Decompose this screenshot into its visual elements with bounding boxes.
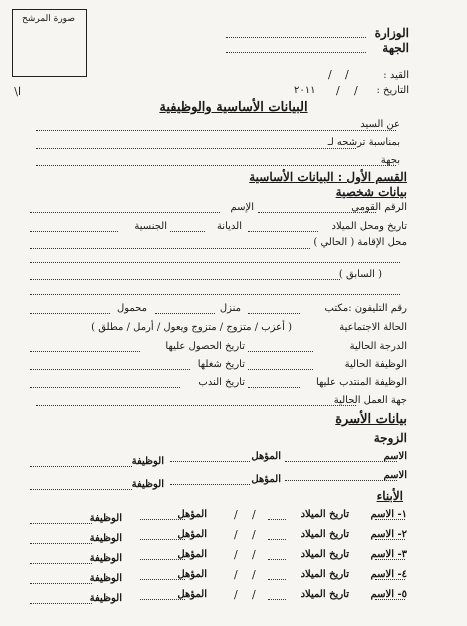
child-job-field[interactable] — [30, 583, 92, 584]
child-job-label: الوظيفة — [89, 573, 122, 584]
child-date-slash-2: / — [234, 528, 238, 541]
wife2-job-field[interactable] — [30, 489, 132, 490]
to-mr-label: عن السيد — [360, 119, 400, 130]
occasion-label: بمناسبة ترشحه لـ — [327, 137, 400, 148]
grade-label: الدرجة الحالية — [349, 341, 407, 352]
delegated-job-field[interactable] — [248, 387, 300, 388]
job-date-label: تاريخ شغلها — [197, 359, 245, 370]
wife-job-label: الوظيفة — [131, 456, 164, 467]
child-num-label: ٤- الاسم — [370, 569, 407, 580]
child-num-label: ٢- الاسم — [370, 529, 407, 540]
child-date-slash-1: / — [252, 528, 256, 541]
child-date-slash-2: / — [234, 548, 238, 561]
national-id-field[interactable] — [258, 212, 376, 213]
delegation-date-label: تاريخ الندب — [198, 377, 245, 388]
child-job-field[interactable] — [30, 523, 92, 524]
wife-name-field[interactable] — [285, 461, 397, 462]
grade-field[interactable] — [248, 351, 313, 352]
child-date-slash-2: / — [234, 508, 238, 521]
residence-field[interactable] — [30, 248, 310, 249]
delegation-date-field[interactable] — [30, 387, 180, 388]
child-birth-field[interactable] — [268, 599, 286, 600]
child-birth-field[interactable] — [268, 559, 286, 560]
mobile-label: محمول — [116, 303, 147, 314]
child-qualification-label: المؤهل — [177, 569, 207, 580]
grade-date-field[interactable] — [30, 351, 140, 352]
national-id-label: الرقم القومي — [351, 202, 407, 213]
child-birth-field[interactable] — [268, 519, 286, 520]
child-qualification-field[interactable] — [140, 599, 185, 600]
religion-label: الديانة — [216, 221, 242, 232]
phone-home-field[interactable] — [155, 313, 215, 314]
delegated-job-label: الوظيفة المنتدب عليها — [315, 377, 407, 388]
child-qualification-field[interactable] — [140, 519, 185, 520]
child-name-field[interactable] — [375, 559, 405, 560]
mobile-field[interactable] — [30, 313, 110, 314]
entity-addr-field[interactable] — [36, 165, 396, 166]
wife-name-label: الاسم — [383, 451, 407, 462]
nationality-label: الجنسية — [134, 221, 167, 232]
child-job-field[interactable] — [30, 603, 92, 604]
child-job-label: الوظيفة — [89, 593, 122, 604]
child-date-slash-1: / — [252, 588, 256, 601]
child-num-label: ٣- الاسم — [370, 549, 407, 560]
child-birth-label: تاريخ الميلاد — [300, 509, 349, 520]
name-field[interactable] — [30, 212, 220, 213]
child-job-field[interactable] — [30, 543, 92, 544]
wife2-qualification-label: المؤهل — [251, 474, 281, 485]
child-date-slash-2: / — [234, 568, 238, 581]
year-value: ٢٠١١ — [294, 85, 316, 96]
wife2-qualification-field[interactable] — [170, 484, 250, 485]
date-label: التاريخ : — [376, 85, 409, 96]
child-num-label: ١- الاسم — [370, 509, 407, 520]
child-birth-label: تاريخ الميلاد — [300, 589, 349, 600]
phone-office-field[interactable] — [248, 313, 300, 314]
workplace-field[interactable] — [36, 405, 356, 406]
wife2-job-label: الوظيفة — [131, 479, 164, 490]
child-qualification-field[interactable] — [140, 559, 185, 560]
child-name-field[interactable] — [375, 599, 405, 600]
child-birth-field[interactable] — [268, 539, 286, 540]
record-slash-2: / — [328, 68, 332, 81]
wife-qualification-label: المؤهل — [251, 451, 281, 462]
phone-office-label: رقم التليفون :مكتب — [324, 303, 407, 314]
entity-label: الجهة — [382, 41, 409, 55]
page-title: البيانات الأساسية والوظيفية — [159, 100, 308, 115]
child-job-field[interactable] — [30, 563, 92, 564]
child-name-field[interactable] — [375, 519, 405, 520]
child-name-field[interactable] — [375, 579, 405, 580]
child-qualification-label: المؤهل — [177, 589, 207, 600]
previous-field[interactable] — [30, 279, 340, 280]
phone-home-label: منزل — [219, 303, 241, 314]
ministry-label: الوزارة — [374, 26, 409, 40]
wife-qualification-field[interactable] — [170, 461, 250, 462]
name-label: الإسم — [230, 202, 254, 213]
residence-field-2[interactable] — [30, 262, 400, 263]
child-num-label: ٥- الاسم — [370, 589, 407, 600]
child-job-label: الوظيفة — [89, 553, 122, 564]
child-birth-label: تاريخ الميلاد — [300, 549, 349, 560]
child-qualification-field[interactable] — [140, 539, 185, 540]
child-birth-field[interactable] — [268, 579, 286, 580]
child-birth-label: تاريخ الميلاد — [300, 529, 349, 540]
personal-title: بيانات شخصية — [335, 185, 407, 199]
current-job-label: الوظيفة الحالية — [344, 359, 407, 370]
child-qualification-label: المؤهل — [177, 529, 207, 540]
date-slash-2: / — [336, 84, 340, 97]
wife2-name-field[interactable] — [285, 480, 397, 481]
occasion-field[interactable] — [36, 148, 356, 149]
child-name-field[interactable] — [375, 539, 405, 540]
marital-options[interactable]: ( أعزب / متزوج / متزوج ويعول / أرمل / مطلق ) — [91, 322, 292, 333]
previous-label: ( السابق ) — [338, 269, 382, 280]
current-job-field[interactable] — [248, 369, 313, 370]
job-date-field[interactable] — [30, 369, 190, 370]
photo-label: صورة المرشح — [22, 14, 75, 24]
child-date-slash-1: / — [252, 548, 256, 561]
entity-field[interactable] — [226, 52, 366, 53]
child-date-slash-1: / — [252, 568, 256, 581]
previous-field-2[interactable] — [30, 294, 400, 295]
child-qualification-field[interactable] — [140, 579, 185, 580]
record-slash-1: / — [345, 68, 349, 81]
nationality-field[interactable] — [30, 231, 118, 232]
to-mr-field[interactable] — [36, 130, 396, 131]
child-job-label: الوظيفة — [89, 533, 122, 544]
wife2-name-label: الاسم — [383, 470, 407, 481]
wife-job-field[interactable] — [30, 466, 132, 467]
child-job-label: الوظيفة — [89, 513, 122, 524]
marital-label: الحالة الاجتماعية — [339, 322, 407, 333]
child-date-slash-1: / — [252, 508, 256, 521]
side-mark: ا\ — [14, 85, 21, 98]
birth-field[interactable] — [248, 231, 318, 232]
entity-addr-label: بجهة — [380, 155, 400, 166]
wife-title: الزوجة — [373, 431, 407, 445]
religion-field[interactable] — [170, 231, 205, 232]
date-slash-1: / — [354, 84, 358, 97]
child-qualification-label: المؤهل — [177, 509, 207, 520]
children-title: الأبناء — [376, 489, 403, 503]
birth-label: تاريخ ومحل الميلاد — [331, 221, 407, 232]
ministry-field[interactable] — [226, 37, 366, 38]
section1-title: القسم الأول : البيانات الأساسية — [249, 170, 407, 184]
family-title: بيانات الأسرة — [335, 412, 407, 427]
child-date-slash-2: / — [234, 588, 238, 601]
grade-date-label: تاريخ الحصول عليها — [165, 341, 245, 352]
record-label: القيد : — [383, 70, 409, 81]
workplace-label: جهة العمل الحالية — [333, 395, 407, 406]
child-qualification-label: المؤهل — [177, 549, 207, 560]
child-birth-label: تاريخ الميلاد — [300, 569, 349, 580]
residence-label: محل الإقامة ( الحالي ) — [313, 237, 407, 248]
